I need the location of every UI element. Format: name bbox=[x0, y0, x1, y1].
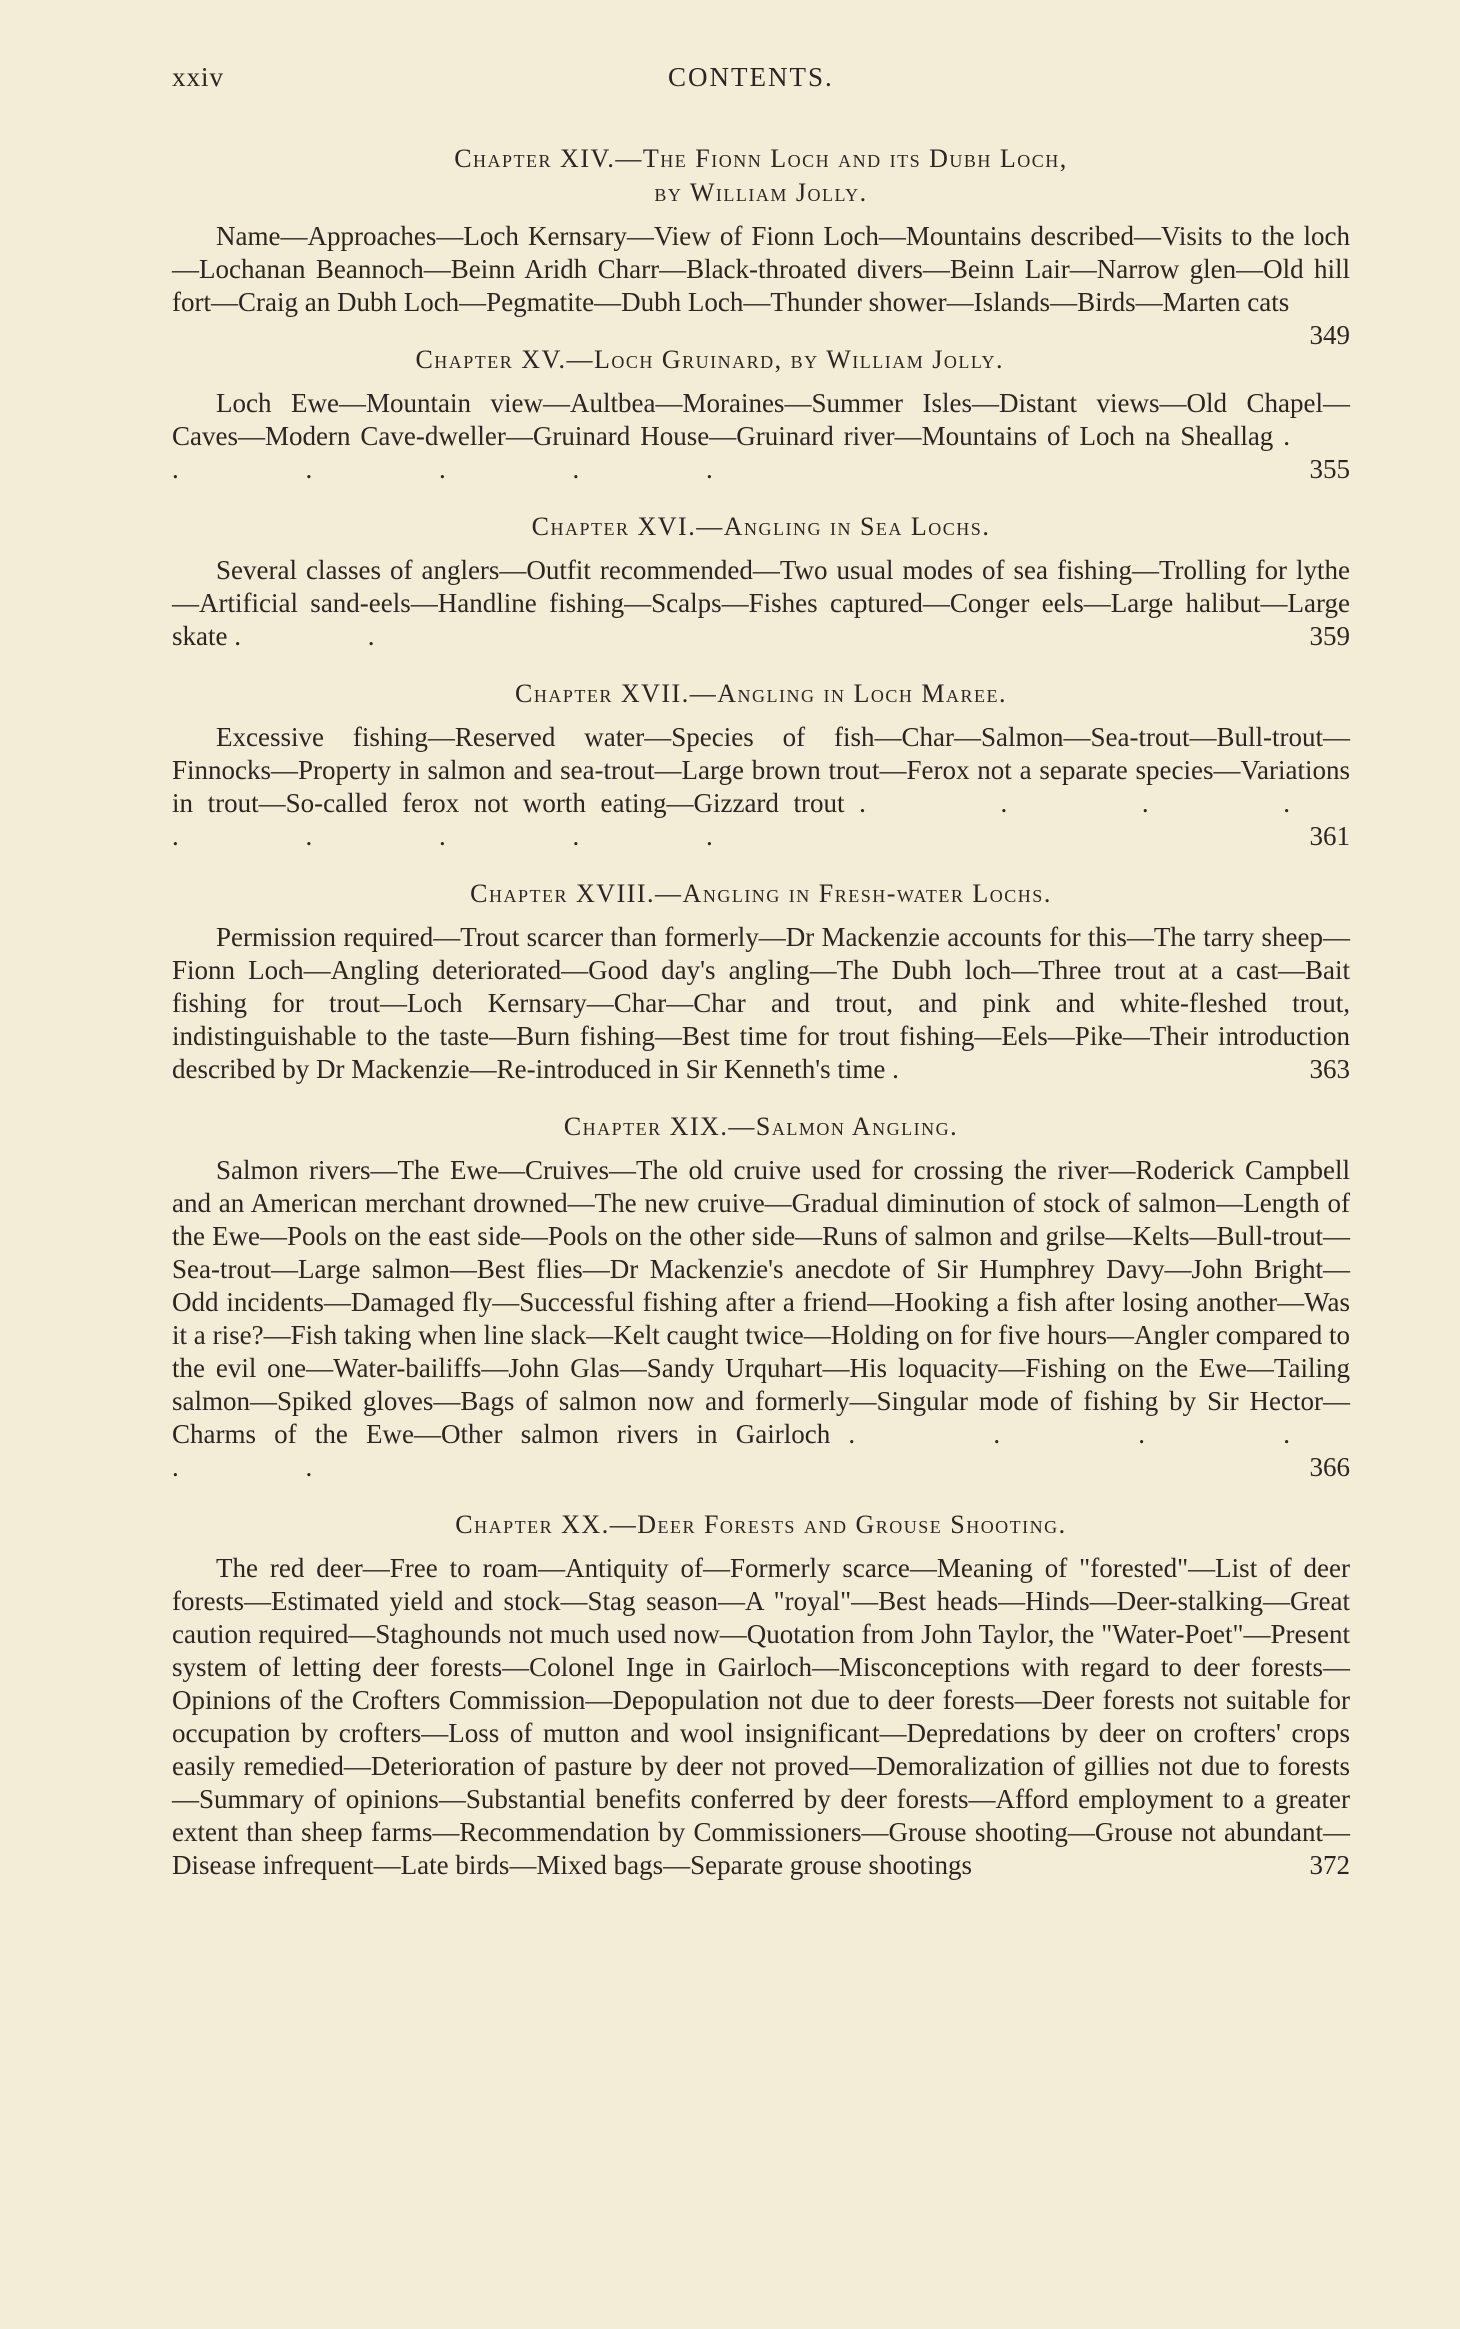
chapter-summary bbox=[172, 220, 1350, 350]
chapter-entry bbox=[172, 343, 1350, 486]
chapter-author: by William Jolly. bbox=[654, 178, 868, 207]
leader-dots: . . . . . . bbox=[172, 421, 1351, 484]
chapter-title: Chapter XVI.—Angling in Sea Lochs. bbox=[531, 512, 991, 541]
chapter-entry bbox=[172, 142, 1350, 350]
chapter-summary bbox=[172, 921, 1350, 1086]
running-title: CONTENTS. bbox=[668, 62, 834, 92]
chapter-page-number: 355 bbox=[1309, 454, 1350, 484]
chapter-title: Chapter XVIII.—Angling in Fresh-water Lochs. bbox=[470, 879, 1052, 908]
chapter-page-number: 363 bbox=[1309, 1054, 1350, 1084]
chapter-summary bbox=[172, 1154, 1350, 1484]
summary-text: Several classes of anglers—Outfit recommended—Two usual modes of sea fishing—Trolling for lythe—Artificial sand-eels—Handline fishing—Scalps—Fishes captured—Conger eels—Large halibut—Large skate bbox=[172, 555, 1350, 651]
leader-dots: . . bbox=[234, 621, 435, 651]
chapter-entry bbox=[172, 510, 1350, 653]
page-number: xxiv bbox=[172, 62, 225, 92]
summary-text: The red deer—Free to roam—Antiquity of—Formerly scarce—Meaning of "forested"—List of deer forests—Estimated yield and stock—Stag season—A "royal"—Best heads—Hinds—Deer-stalking—Great caution required—Staghounds not much used now—Quotation from John Taylor, the "Water-Poet"—Present system of letting deer forests—Colonel Inge in Gairloch—Misconceptions with regard to deer forests—Opinions of the Crofters Commission—Depopulation not due to deer forests—Deer forests not suitable for occupation by crofters—Loss of mutton and wool insignificant—Depredations by deer on crofters' crops easily remedied—Deterioration of pasture by deer not proved—Demoralization of gillies not due to forests—Summary of opinions—Substantial benefits conferred by deer forests—Afford employment to a greater extent than sheep farms—Recommendation by Commissioners—Grouse shooting—Grouse not abundant—Disease infrequent—Late birds—Mixed bags—Separate grouse shootings bbox=[172, 1553, 1350, 1880]
chapter-heading bbox=[172, 877, 1350, 911]
chapter-heading bbox=[172, 1508, 1350, 1542]
summary-text: Loch Ewe—Mountain view—Aultbea—Moraines—Summer Isles—Distant views—Old Chapel—Caves—Modern Cave-dweller—Gruinard House—Gruinard river—Mountains of Loch na Sheallag bbox=[172, 388, 1350, 451]
chapter-entry bbox=[172, 1110, 1350, 1484]
chapter-summary bbox=[172, 554, 1350, 653]
chapter-entry bbox=[172, 677, 1350, 853]
chapter-title: Chapter XIV.—The Fionn Loch and its Dubh Loch, bbox=[454, 144, 1068, 173]
chapter-heading bbox=[172, 677, 1350, 711]
summary-text: Permission required—Trout scarcer than formerly—Dr Mackenzie accounts for this—The tarry sheep—Fionn Loch—Angling deteriorated—Good day's angling—The Dubh loch—Three trout at a cast—Bait fishing for trout—Loch Kernsary—Char—Char and trout, and pink and white-fleshed trout, indistinguishable to the taste—Burn fishing—Best time for trout fishing—Eels—Pike—Their introduction described by Dr Mackenzie—Re-introduced in Sir Kenneth's time bbox=[172, 922, 1350, 1084]
summary-text: Excessive fishing—Reserved water—Species of fish—Char—Salmon—Sea-trout—Bull-trout—Finnocks—Property in salmon and sea-trout—Large brown trout—Ferox not a separate species—Variations in trout—So-called ferox not worth eating—Gizzard trout bbox=[172, 722, 1350, 818]
chapter-heading bbox=[172, 510, 1350, 544]
chapter-heading bbox=[172, 343, 1350, 377]
chapter-page-number: 359 bbox=[1309, 621, 1350, 651]
summary-text: Salmon rivers—The Ewe—Cruives—The old cruive used for crossing the river—Roderick Campbell and an American merchant drowned—The new cruive—Gradual diminution of stock of salmon—Length of the Ewe—Pools on the east side—Pools on the other side—Runs of salmon and grilse—Kelts—Bull-trout—Sea-trout—Large salmon—Best flies—Dr Mackenzie's anecdote of Sir Humphrey Davy—John Bright—Odd incidents—Damaged fly—Successful fishing after a friend—Hooking a fish after losing another—Was it a rise?—Fish taking when line slack—Kelt caught twice—Holding on for five hours—Angler compared to the evil one—Water-bailiffs—John Glas—Sandy Urquhart—His loquacity—Fishing on the Ewe—Tailing salmon—Spiked gloves—Bags of salmon now and formerly—Singular mode of fishing by Sir Hector—Charms of the Ewe—Other salmon rivers in Gairloch bbox=[172, 1155, 1350, 1449]
chapter-title: Chapter XVII.—Angling in Loch Maree. bbox=[515, 679, 1007, 708]
chapter-heading bbox=[172, 142, 1350, 210]
chapter-heading bbox=[172, 1110, 1350, 1144]
chapter-page-number: 372 bbox=[1309, 1850, 1350, 1880]
leader-dots: . . . . . . bbox=[172, 1419, 1351, 1482]
chapter-summary bbox=[172, 387, 1350, 486]
chapter-entry bbox=[172, 877, 1350, 1086]
chapter-page-number: 361 bbox=[1309, 821, 1350, 851]
chapter-page-number: 366 bbox=[1309, 1452, 1350, 1482]
leader-dots: . . . . . . . . . bbox=[172, 788, 1351, 851]
chapter-entry bbox=[172, 1508, 1350, 1882]
chapter-summary bbox=[172, 721, 1350, 853]
chapter-page-number: 349 bbox=[1309, 320, 1350, 350]
chapter-summary bbox=[172, 1552, 1350, 1882]
leader-dots: . bbox=[892, 1054, 959, 1084]
summary-text: Name—Approaches—Loch Kernsary—View of Fionn Loch—Mountains described—Visits to the loch—Lochanan Beannoch—Beinn Aridh Charr—Black-throated divers—Beinn Lair—Narrow glen—Old hill fort—Craig an Dubh Loch—Pegmatite—Dubh Loch—Thunder shower—Islands—Birds—Marten cats bbox=[172, 221, 1350, 317]
chapter-title: Chapter XX.—Deer Forests and Grouse Shooting. bbox=[455, 1510, 1067, 1539]
contents-list bbox=[172, 142, 1350, 1882]
chapter-title: Chapter XIX.—Salmon Angling. bbox=[563, 1112, 959, 1141]
chapter-title: Chapter XV.—Loch Gruinard, by William Jolly. bbox=[415, 345, 1005, 374]
